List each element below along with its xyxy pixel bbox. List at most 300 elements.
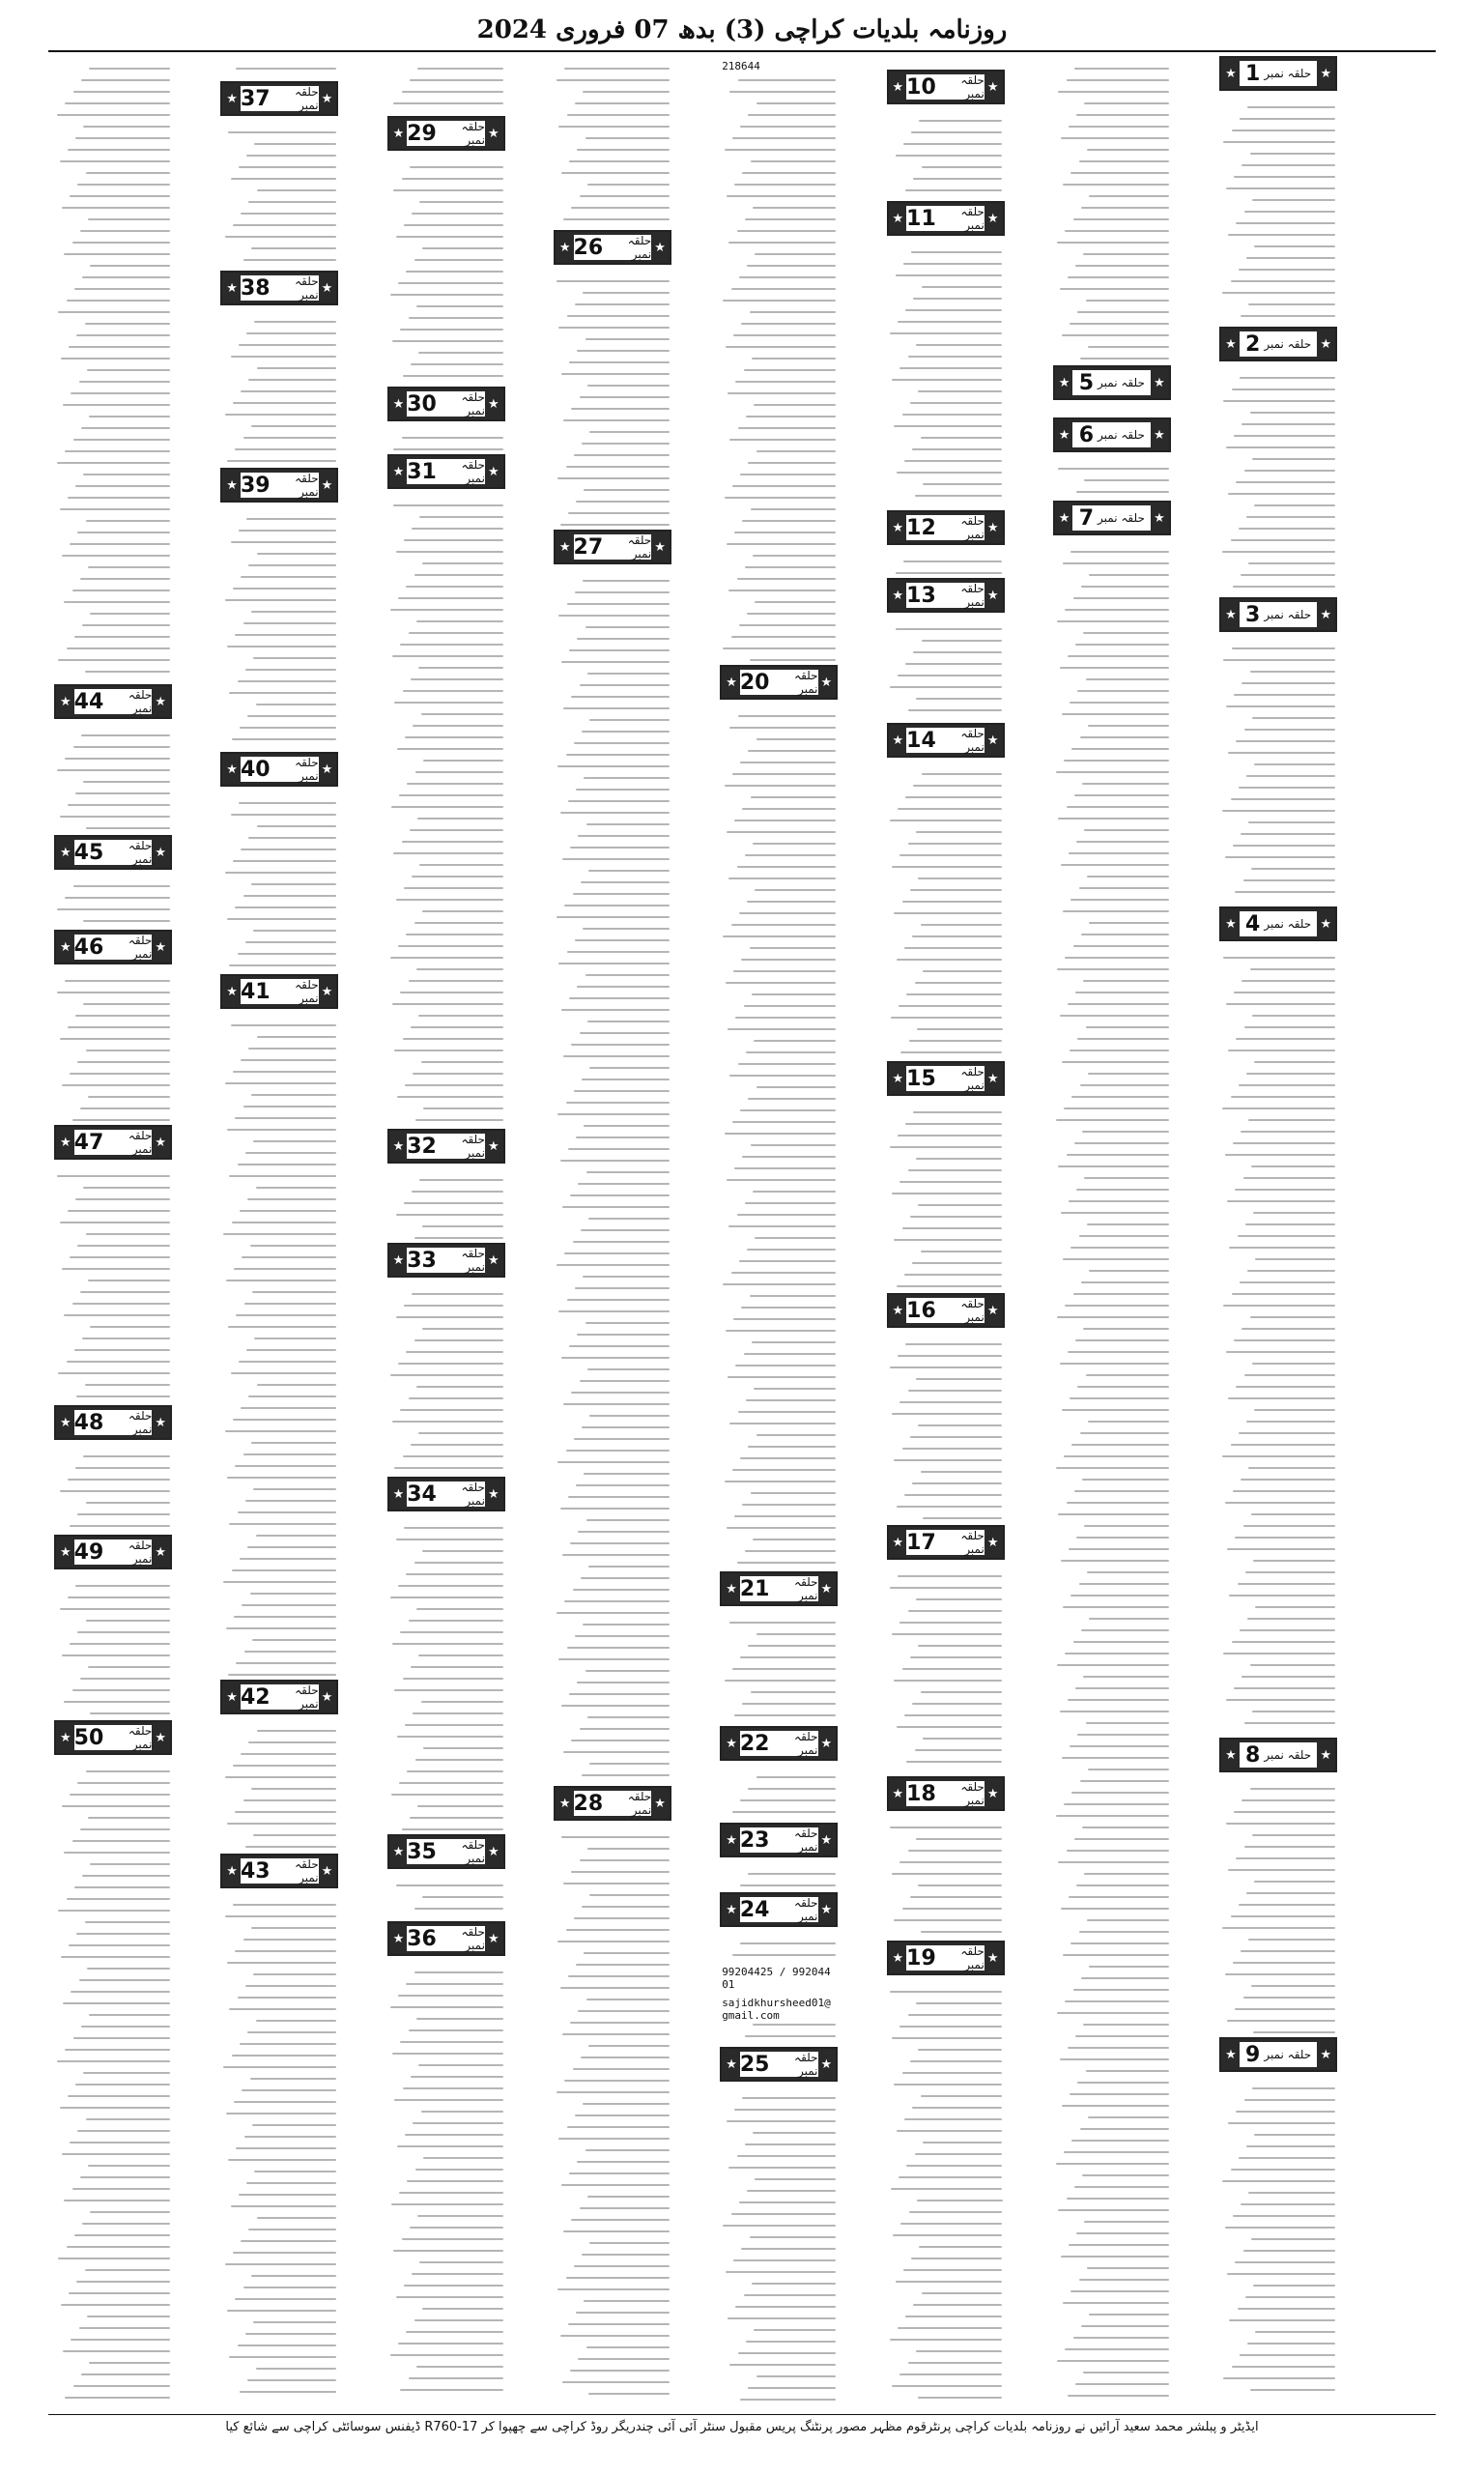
constituency-label — [407, 1839, 485, 1864]
constituency-word: حلقہ نمبر — [461, 390, 485, 417]
article-text-lines — [1221, 1778, 1335, 2033]
constituency-label — [740, 2052, 818, 2077]
constituency-word: حلقہ نمبر — [960, 1944, 985, 1971]
constituency-number: 32 — [407, 1134, 437, 1159]
footer-rule — [48, 2414, 1436, 2415]
constituency-word: حلقہ نمبر — [295, 274, 319, 302]
constituency-word: حلقہ نمبر — [461, 458, 485, 485]
constituency-number: 8 — [1245, 1742, 1261, 1768]
constituency-word: حلقہ نمبر — [1264, 608, 1312, 621]
constituency-header — [54, 1535, 172, 1569]
constituency-number: 4 — [1245, 911, 1261, 936]
constituency-label — [1240, 602, 1318, 627]
star-icon: ★ — [321, 1689, 333, 1705]
constituency-word: حلقہ نمبر — [1264, 2048, 1312, 2061]
constituency-header — [54, 835, 172, 870]
star-icon: ★ — [986, 1950, 999, 1966]
constituency-number: 36 — [407, 1926, 437, 1951]
constituency-header — [1053, 417, 1171, 452]
constituency-label — [740, 1827, 818, 1853]
constituency-number: 28 — [573, 1791, 604, 1816]
star-icon: ★ — [654, 539, 666, 555]
star-icon: ★ — [986, 211, 999, 226]
article-text-lines — [56, 1446, 170, 1531]
constituency-number: 40 — [240, 757, 271, 782]
constituency-header — [220, 81, 338, 116]
constituency-number: 13 — [906, 583, 936, 608]
constituency-label — [407, 121, 485, 146]
constituency-word: حلقہ نمبر — [461, 1838, 485, 1865]
star-icon: ★ — [155, 694, 166, 709]
article-text-lines — [56, 1165, 170, 1401]
star-icon: ★ — [1225, 2047, 1237, 2062]
constituency-label — [740, 1897, 818, 1922]
star-icon: ★ — [892, 733, 904, 748]
constituency-word: حلقہ نمبر — [960, 582, 985, 609]
star-icon: ★ — [726, 1902, 737, 1917]
star-icon: ★ — [1225, 1747, 1237, 1763]
article-text-lines — [389, 157, 503, 383]
constituency-label — [906, 515, 985, 540]
article-text-lines — [1055, 58, 1169, 361]
constituency-word: حلقہ نمبر — [960, 1297, 985, 1324]
star-icon: ★ — [226, 280, 238, 296]
constituency-label — [74, 935, 153, 960]
star-icon: ★ — [1225, 66, 1237, 81]
constituency-word: حلقہ نمبر — [461, 1133, 485, 1160]
star-icon: ★ — [321, 984, 333, 999]
constituency-label — [906, 728, 985, 753]
article-text-lines — [222, 122, 336, 267]
constituency-word: حلقہ نمبر — [960, 205, 985, 232]
constituency-header — [54, 684, 172, 719]
star-icon: ★ — [892, 1786, 904, 1801]
constituency-label — [74, 689, 153, 714]
constituency-label — [1240, 1742, 1318, 1768]
star-icon: ★ — [60, 1135, 71, 1150]
star-icon: ★ — [155, 939, 166, 955]
article-text-lines — [56, 725, 170, 831]
article-text-lines — [56, 876, 170, 926]
article-text-lines — [889, 1566, 1003, 1772]
star-icon: ★ — [487, 126, 499, 141]
constituency-word: حلقہ نمبر — [295, 85, 319, 112]
article-text-lines — [56, 970, 170, 1121]
constituency-word: حلقہ نمبر — [960, 514, 985, 541]
star-icon: ★ — [892, 1950, 904, 1966]
constituency-word: حلقہ نمبر — [128, 1409, 153, 1436]
constituency-header — [887, 201, 1005, 236]
constituency-label — [574, 1791, 652, 1816]
constituency-number: 48 — [73, 1410, 104, 1435]
constituency-label — [241, 1684, 319, 1710]
article-text-lines — [1221, 638, 1335, 903]
constituency-number: 20 — [739, 670, 770, 695]
article-text-lines — [889, 763, 1003, 1057]
constituency-label — [574, 534, 652, 560]
constituency-word: حلقہ نمبر — [627, 234, 652, 261]
article-text-lines — [722, 58, 836, 661]
star-icon: ★ — [986, 520, 999, 535]
constituency-label — [906, 206, 985, 231]
constituency-number: 25 — [739, 2052, 770, 2077]
constituency-header — [220, 1680, 338, 1714]
star-icon: ★ — [892, 1071, 904, 1086]
article-text-lines — [722, 1863, 836, 1888]
star-icon: ★ — [654, 1796, 666, 1811]
star-icon: ★ — [986, 733, 999, 748]
constituency-word: حلقہ نمبر — [295, 756, 319, 783]
constituency-header — [887, 1061, 1005, 1096]
constituency-label — [74, 840, 153, 865]
star-icon: ★ — [558, 1796, 571, 1811]
article-text-lines — [1055, 458, 1169, 497]
article-text-lines — [1221, 2078, 1335, 2401]
constituency-number: 30 — [407, 391, 437, 417]
star-icon: ★ — [892, 1303, 904, 1318]
star-icon: ★ — [321, 477, 333, 493]
constituency-word: حلقہ نمبر — [960, 1065, 985, 1092]
constituency-number: 9 — [1245, 2042, 1261, 2067]
article-text-lines — [556, 58, 670, 226]
constituency-header — [220, 468, 338, 503]
columns-container — [50, 56, 1434, 2404]
constituency-header — [1219, 597, 1337, 632]
constituency-header — [887, 1776, 1005, 1811]
star-icon: ★ — [726, 2057, 737, 2072]
constituency-header — [887, 723, 1005, 758]
constituency-label — [241, 757, 319, 782]
star-icon: ★ — [892, 520, 904, 535]
star-icon: ★ — [226, 1689, 238, 1705]
constituency-header — [1053, 501, 1171, 535]
constituency-label — [906, 583, 985, 608]
constituency-word: حلقہ نمبر — [1098, 428, 1145, 442]
news-column-5 — [550, 56, 675, 2404]
constituency-word: حلقہ نمبر — [1264, 67, 1312, 80]
article-text-lines — [1221, 947, 1335, 1734]
news-column-7 — [216, 56, 342, 2404]
constituency-number: 38 — [240, 275, 271, 301]
constituency-label — [241, 275, 319, 301]
constituency-header — [1219, 56, 1337, 91]
star-icon: ★ — [392, 1486, 405, 1502]
constituency-label — [574, 235, 652, 260]
imprint-footer: ایڈیٹر و پبلشر محمد سعید آرائیں نے روزنامہ بلدیات کراچی پرنٹرقوم مظہر مصور پرنٹنگ پریس مقبول سنٹر آئی آئی چندریگر روڈ کراچی سے چھپوا کر R760-17 ڈیفنس سوسائٹی کراچی سے شائع کیا — [225, 2420, 1259, 2434]
star-icon: ★ — [321, 91, 333, 106]
constituency-number: 7 — [1078, 505, 1095, 531]
constituency-number: 49 — [73, 1539, 104, 1565]
constituency-label — [1240, 911, 1318, 936]
star-icon: ★ — [820, 1581, 833, 1597]
star-icon: ★ — [60, 694, 71, 709]
constituency-word: حلقہ نمبر — [461, 1247, 485, 1274]
constituency-number: 37 — [240, 86, 271, 111]
star-icon: ★ — [558, 539, 571, 555]
constituency-word: حلقہ نمبر — [960, 727, 985, 754]
article-text-lines — [556, 271, 670, 526]
article-text-lines — [722, 1612, 836, 1722]
article-text-lines — [389, 427, 503, 450]
star-icon: ★ — [226, 1863, 238, 1879]
constituency-header — [220, 1854, 338, 1888]
star-icon: ★ — [892, 588, 904, 603]
article-text-lines — [389, 1962, 503, 2401]
constituency-label — [407, 1482, 485, 1507]
constituency-header — [720, 665, 838, 700]
constituency-label — [74, 1725, 153, 1750]
star-icon: ★ — [60, 1730, 71, 1745]
constituency-word: حلقہ نمبر — [128, 1539, 153, 1566]
constituency-number: 44 — [73, 689, 104, 714]
constituency-word: حلقہ نمبر — [794, 1827, 818, 1854]
constituency-number: 1 — [1245, 61, 1261, 86]
star-icon: ★ — [487, 396, 499, 412]
constituency-label — [906, 1298, 985, 1323]
constituency-number: 47 — [73, 1130, 104, 1155]
article-text-lines — [889, 1817, 1003, 1937]
constituency-label — [407, 1134, 485, 1159]
constituency-label — [906, 1530, 985, 1555]
article-text-lines — [222, 792, 336, 970]
constituency-label — [407, 1926, 485, 1951]
article-text-lines — [222, 58, 336, 77]
constituency-header — [720, 2047, 838, 2082]
constituency-word: حلقہ نمبر — [1264, 337, 1312, 351]
constituency-word: حلقہ نمبر — [128, 1129, 153, 1156]
constituency-label — [241, 979, 319, 1004]
star-icon: ★ — [986, 79, 999, 95]
star-icon: ★ — [155, 1544, 166, 1560]
constituency-label — [906, 74, 985, 100]
article-text-lines — [722, 1767, 836, 1819]
article-text-lines — [556, 1827, 670, 2401]
news-column-6 — [384, 56, 509, 2404]
star-icon: ★ — [321, 1863, 333, 1879]
constituency-word: حلقہ نمبر — [128, 688, 153, 715]
constituency-header — [720, 1571, 838, 1606]
constituency-word: حلقہ نمبر — [960, 73, 985, 101]
constituency-word: حلقہ نمبر — [794, 1730, 818, 1757]
constituency-number: 11 — [906, 206, 936, 231]
constituency-label — [1240, 2042, 1318, 2067]
constituency-number: 33 — [407, 1248, 437, 1273]
constituency-label — [740, 1731, 818, 1756]
constituency-header — [387, 1477, 505, 1511]
constituency-header — [887, 1525, 1005, 1560]
star-icon: ★ — [155, 845, 166, 860]
masthead: روزنامہ بلدیات کراچی (3) بدھ 07 فروری 2024 — [476, 15, 1008, 44]
article-text-lines — [1221, 367, 1335, 593]
constituency-word: حلقہ نمبر — [960, 1529, 985, 1556]
constituency-label — [1072, 505, 1151, 531]
star-icon: ★ — [487, 1844, 499, 1859]
article-text-lines — [889, 1334, 1003, 1521]
constituency-label — [740, 670, 818, 695]
constituency-header — [554, 530, 671, 564]
constituency-number: 22 — [739, 1731, 770, 1756]
constituency-header — [1053, 365, 1171, 400]
star-icon: ★ — [392, 464, 405, 479]
article-text-lines — [222, 1015, 336, 1676]
constituency-word: حلقہ نمبر — [1264, 1748, 1312, 1762]
star-icon: ★ — [1154, 510, 1165, 526]
star-icon: ★ — [392, 1844, 405, 1859]
constituency-word: حلقہ نمبر — [794, 1575, 818, 1602]
constituency-word: حلقہ نمبر — [128, 934, 153, 961]
article-text-lines — [222, 1894, 336, 2401]
article-text-lines — [889, 1102, 1003, 1289]
star-icon: ★ — [654, 240, 666, 255]
constituency-header — [220, 752, 338, 787]
constituency-number: 34 — [407, 1482, 437, 1507]
constituency-label — [241, 1858, 319, 1884]
star-icon: ★ — [155, 1415, 166, 1430]
news-column-2 — [1049, 56, 1175, 2404]
constituency-header — [54, 930, 172, 964]
star-icon: ★ — [1320, 607, 1332, 622]
star-icon: ★ — [820, 1902, 833, 1917]
constituency-label — [74, 1410, 153, 1435]
star-icon: ★ — [1058, 427, 1070, 443]
article-text-lines — [889, 618, 1003, 719]
star-icon: ★ — [558, 240, 571, 255]
star-icon: ★ — [1154, 375, 1165, 390]
constituency-word: حلقہ نمبر — [128, 1724, 153, 1751]
constituency-number: 46 — [73, 935, 104, 960]
constituency-word: حلقہ نمبر — [627, 533, 652, 561]
article-text-lines — [389, 1283, 503, 1473]
star-icon: ★ — [392, 1138, 405, 1154]
constituency-label — [906, 1781, 985, 1806]
article-text-lines — [222, 508, 336, 748]
constituency-header — [387, 387, 505, 421]
star-icon: ★ — [1320, 2047, 1332, 2062]
star-icon: ★ — [820, 1736, 833, 1751]
constituency-number: 42 — [240, 1684, 271, 1710]
phone-numbers: 99204425 / 99204401 — [722, 1966, 836, 1991]
constituency-word: حلقہ نمبر — [461, 120, 485, 147]
reference-number: 218644 — [722, 60, 836, 72]
news-column-3 — [883, 56, 1009, 2404]
star-icon: ★ — [986, 1786, 999, 1801]
star-icon: ★ — [726, 675, 737, 690]
article-text-lines — [889, 110, 1003, 197]
constituency-label — [74, 1539, 153, 1565]
star-icon: ★ — [892, 1535, 904, 1550]
constituency-header — [887, 510, 1005, 545]
article-text-lines — [222, 311, 336, 464]
constituency-label — [407, 1248, 485, 1273]
article-text-lines — [389, 1517, 503, 1830]
constituency-number: 5 — [1078, 370, 1095, 395]
constituency-label — [74, 1130, 153, 1155]
constituency-header — [220, 974, 338, 1009]
constituency-label — [241, 473, 319, 498]
constituency-word: حلقہ نمبر — [295, 1683, 319, 1711]
constituency-number: 15 — [906, 1066, 936, 1091]
masthead-rule — [48, 50, 1436, 52]
star-icon: ★ — [226, 91, 238, 106]
article-text-lines — [389, 495, 503, 1125]
constituency-number: 26 — [573, 235, 604, 260]
constituency-header — [1219, 2037, 1337, 2072]
article-text-lines — [1055, 541, 1169, 2401]
star-icon: ★ — [1320, 336, 1332, 352]
star-icon: ★ — [60, 845, 71, 860]
constituency-number: 23 — [739, 1827, 770, 1853]
article-text-lines — [1221, 97, 1335, 323]
star-icon: ★ — [1320, 916, 1332, 932]
constituency-number: 43 — [240, 1858, 271, 1884]
article-text-lines — [389, 1169, 503, 1239]
constituency-header — [54, 1125, 172, 1160]
article-text-lines — [889, 1981, 1003, 2401]
constituency-header — [887, 578, 1005, 613]
article-text-lines — [56, 1761, 170, 2401]
constituency-header — [54, 1405, 172, 1440]
star-icon: ★ — [892, 79, 904, 95]
constituency-header — [887, 1293, 1005, 1328]
constituency-word: حلقہ نمبر — [794, 1896, 818, 1923]
star-icon: ★ — [726, 1736, 737, 1751]
star-icon: ★ — [986, 1071, 999, 1086]
article-text-lines — [389, 58, 503, 112]
constituency-word: حلقہ نمبر — [128, 839, 153, 866]
constituency-word: حلقہ نمبر — [1098, 376, 1145, 389]
star-icon: ★ — [487, 1931, 499, 1946]
star-icon: ★ — [321, 280, 333, 296]
constituency-header — [387, 1834, 505, 1869]
constituency-word: حلقہ نمبر — [295, 1857, 319, 1884]
news-column-8 — [50, 56, 176, 2404]
star-icon: ★ — [1154, 427, 1165, 443]
constituency-number: 21 — [739, 1576, 770, 1601]
star-icon: ★ — [226, 984, 238, 999]
constituency-number: 19 — [906, 1945, 936, 1971]
constituency-header — [1219, 1738, 1337, 1772]
star-icon: ★ — [226, 477, 238, 493]
star-icon: ★ — [487, 1138, 499, 1154]
article-text-lines — [56, 58, 170, 680]
constituency-word: حلقہ نمبر — [1098, 511, 1145, 525]
star-icon: ★ — [726, 1581, 737, 1597]
star-icon: ★ — [487, 1252, 499, 1268]
contact-email: sajidkhursheed01@gmail.com — [722, 1997, 836, 2022]
star-icon: ★ — [1320, 66, 1332, 81]
constituency-number: 18 — [906, 1781, 936, 1806]
constituency-number: 29 — [407, 121, 437, 146]
constituency-label — [906, 1945, 985, 1971]
article-text-lines — [556, 570, 670, 1782]
constituency-number: 3 — [1245, 602, 1261, 627]
star-icon: ★ — [892, 211, 904, 226]
star-icon: ★ — [392, 396, 405, 412]
constituency-number: 17 — [906, 1530, 936, 1555]
constituency-word: حلقہ نمبر — [794, 669, 818, 696]
article-text-lines — [389, 1875, 503, 1917]
constituency-number: 31 — [407, 459, 437, 484]
constituency-number: 14 — [906, 728, 936, 753]
constituency-number: 12 — [906, 515, 936, 540]
constituency-label — [1072, 422, 1151, 447]
constituency-number: 6 — [1078, 422, 1095, 447]
star-icon: ★ — [392, 1931, 405, 1946]
star-icon: ★ — [986, 1303, 999, 1318]
constituency-header — [387, 454, 505, 489]
constituency-header — [1219, 906, 1337, 941]
star-icon: ★ — [726, 1832, 737, 1848]
